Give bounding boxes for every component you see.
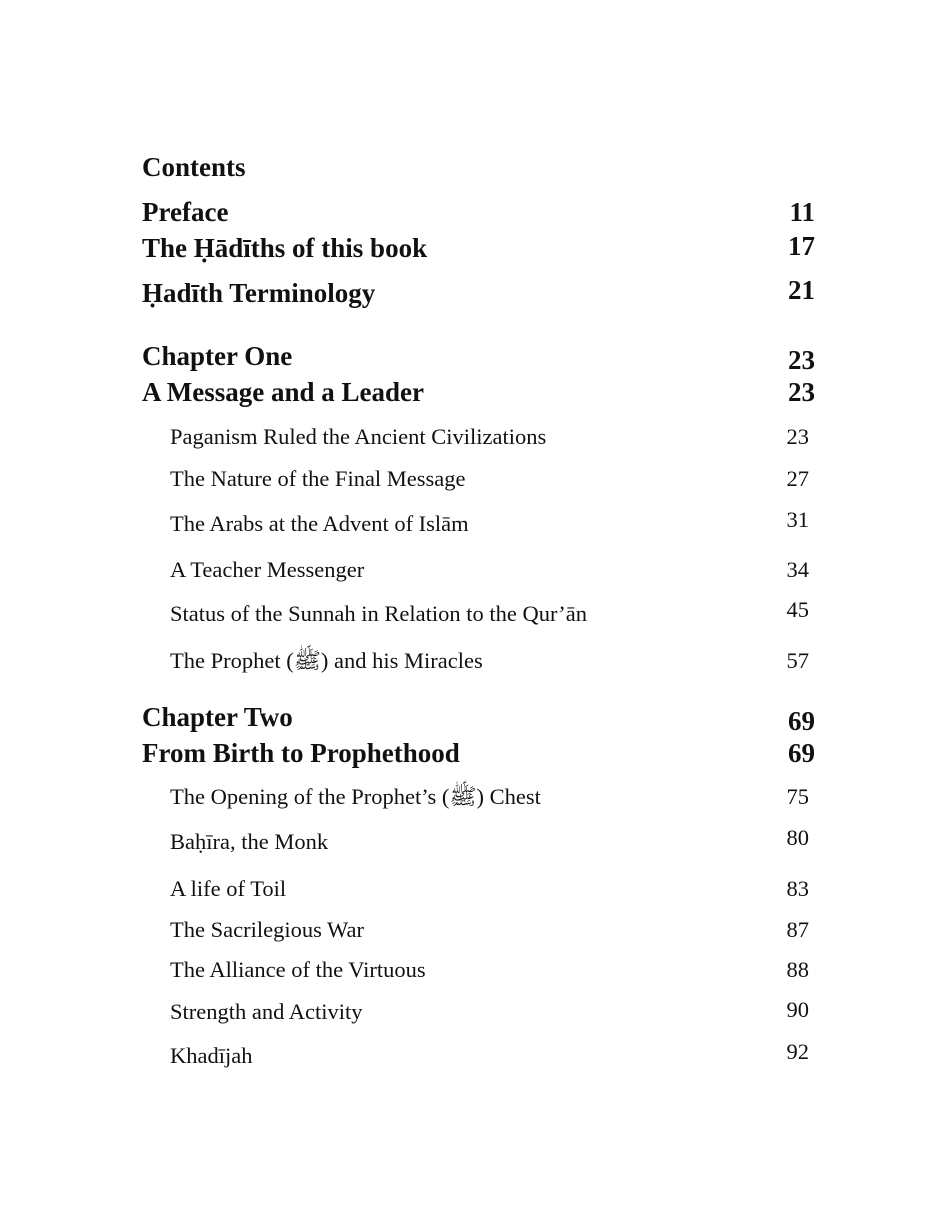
toc-chapter-title-page: 23 xyxy=(788,377,815,407)
toc-page-hadiths: 17 xyxy=(788,231,815,261)
toc-section-page: 90 xyxy=(786,997,809,1022)
toc-section: Paganism Ruled the Ancient Civilizations xyxy=(170,424,547,449)
toc-section-page: 45 xyxy=(786,597,809,622)
toc-chapter-page: 23 xyxy=(788,345,815,375)
toc-section-page: 31 xyxy=(786,507,809,532)
toc-section-page: 34 xyxy=(786,557,809,582)
toc-section: A Teacher Messenger xyxy=(170,557,365,582)
toc-section-page: 87 xyxy=(786,917,809,942)
toc-section: Strength and Activity xyxy=(170,999,363,1024)
toc-chapter-title: A Message and a Leader xyxy=(142,377,424,407)
toc-title: Contents xyxy=(142,152,246,182)
toc-section: Baḥīra, the Monk xyxy=(170,829,329,854)
toc-entry-preface: Preface xyxy=(142,197,229,227)
toc-section-page: 57 xyxy=(786,648,809,673)
toc-chapter-title-page: 69 xyxy=(788,738,815,768)
toc-section-page: 92 xyxy=(786,1039,809,1064)
toc-section-page: 23 xyxy=(786,424,809,449)
toc-section: Khadījah xyxy=(170,1043,253,1068)
toc-section: A life of Toil xyxy=(170,876,287,901)
toc-section-page: 80 xyxy=(786,825,809,850)
toc-chapter-title: From Birth to Prophethood xyxy=(142,738,460,768)
toc-chapter-page: 69 xyxy=(788,706,815,736)
toc-section-page: 83 xyxy=(786,876,809,901)
toc-chapter-label: Chapter Two xyxy=(142,702,293,732)
toc-section: The Prophet (ﷺ) and his Miracles xyxy=(170,648,483,673)
toc-chapter-label: Chapter One xyxy=(142,341,293,371)
toc-section: The Opening of the Prophet’s (ﷺ) Chest xyxy=(170,784,541,809)
toc-section: The Alliance of the Virtuous xyxy=(170,957,426,982)
toc-section-page: 88 xyxy=(786,957,809,982)
toc-section: Status of the Sunnah in Relation to the Qur’ān xyxy=(170,601,588,626)
toc-page-terminology: 21 xyxy=(788,275,815,305)
toc-section: The Nature of the Final Message xyxy=(170,466,466,491)
toc-page-preface: 11 xyxy=(789,197,815,227)
toc-section: The Sacrilegious War xyxy=(170,917,364,942)
toc-section-page: 75 xyxy=(786,784,809,809)
toc-entry-terminology: Ḥadīth Terminology xyxy=(142,278,376,308)
toc-section: The Arabs at the Advent of Islām xyxy=(170,511,469,536)
toc-entry-hadiths: The Ḥādīths of this book xyxy=(142,233,428,263)
toc-section-page: 27 xyxy=(786,466,809,491)
